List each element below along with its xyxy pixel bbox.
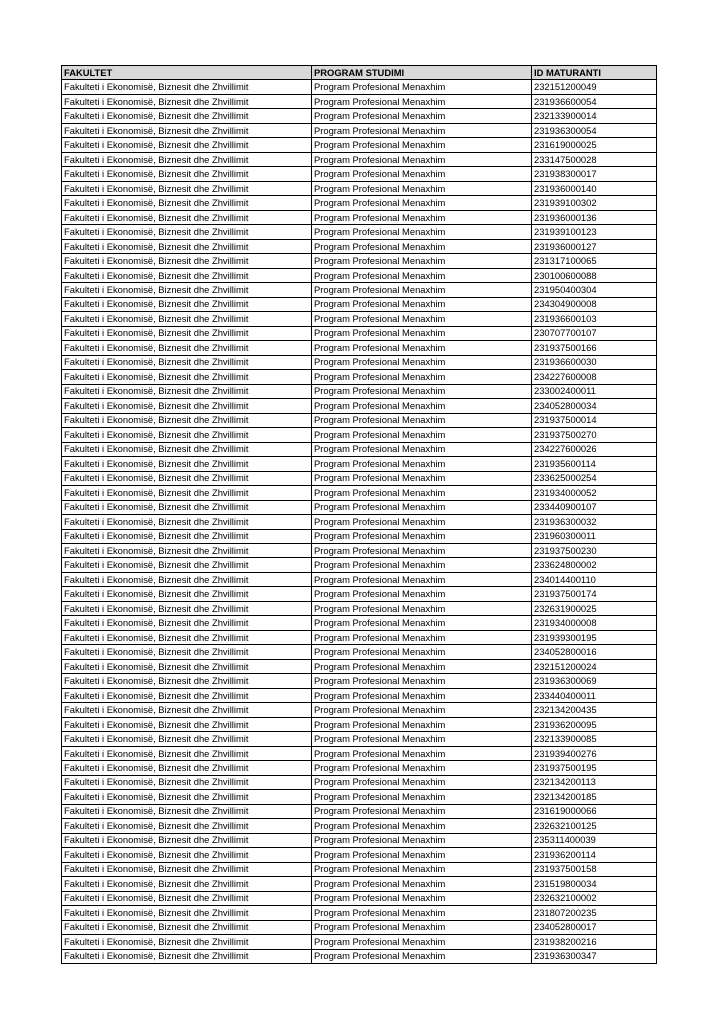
program-cell: Program Profesional Menaxhim	[312, 283, 532, 297]
program-cell: Program Profesional Menaxhim	[312, 877, 532, 891]
table-row	[62, 804, 657, 818]
student-id-cell: 233440900107	[532, 500, 657, 514]
student-id-cell: 231619000066	[532, 804, 657, 818]
table-row	[62, 123, 657, 137]
program-cell: Program Profesional Menaxhim	[312, 442, 532, 456]
student-id-cell: 233624800002	[532, 558, 657, 572]
faculty-cell: Fakulteti i Ekonomisë, Biznesit dhe Zhvillimit	[62, 746, 312, 760]
table-row	[62, 920, 657, 934]
faculty-cell: Fakulteti i Ekonomisë, Biznesit dhe Zhvillimit	[62, 587, 312, 601]
faculty-cell: Fakulteti i Ekonomisë, Biznesit dhe Zhvillimit	[62, 775, 312, 789]
program-cell: Program Profesional Menaxhim	[312, 906, 532, 920]
faculty-cell: Fakulteti i Ekonomisë, Biznesit dhe Zhvillimit	[62, 717, 312, 731]
program-cell: Program Profesional Menaxhim	[312, 674, 532, 688]
table-row	[62, 630, 657, 644]
program-cell: Program Profesional Menaxhim	[312, 558, 532, 572]
table-row	[62, 486, 657, 500]
program-cell: Program Profesional Menaxhim	[312, 225, 532, 239]
student-id-cell: 231937500195	[532, 761, 657, 775]
student-id-cell: 231317100065	[532, 254, 657, 268]
program-cell: Program Profesional Menaxhim	[312, 94, 532, 108]
student-id-cell: 231935600114	[532, 457, 657, 471]
program-cell: Program Profesional Menaxhim	[312, 500, 532, 514]
faculty-cell: Fakulteti i Ekonomisë, Biznesit dhe Zhvillimit	[62, 906, 312, 920]
faculty-cell: Fakulteti i Ekonomisë, Biznesit dhe Zhvillimit	[62, 529, 312, 543]
table-row	[62, 210, 657, 224]
program-cell: Program Profesional Menaxhim	[312, 181, 532, 195]
program-cell: Program Profesional Menaxhim	[312, 920, 532, 934]
table-row	[62, 341, 657, 355]
student-id-cell: 232134200113	[532, 775, 657, 789]
faculty-cell: Fakulteti i Ekonomisë, Biznesit dhe Zhvillimit	[62, 572, 312, 586]
program-cell: Program Profesional Menaxhim	[312, 109, 532, 123]
program-cell: Program Profesional Menaxhim	[312, 326, 532, 340]
header-id-maturanti: ID MATURANTI	[532, 66, 657, 80]
table-row	[62, 283, 657, 297]
faculty-cell: Fakulteti i Ekonomisë, Biznesit dhe Zhvillimit	[62, 399, 312, 413]
faculty-cell: Fakulteti i Ekonomisë, Biznesit dhe Zhvillimit	[62, 659, 312, 673]
student-id-cell: 232151200049	[532, 80, 657, 94]
program-cell: Program Profesional Menaxhim	[312, 370, 532, 384]
student-id-cell: 232133900014	[532, 109, 657, 123]
program-cell: Program Profesional Menaxhim	[312, 732, 532, 746]
student-id-cell: 231936200095	[532, 717, 657, 731]
faculty-cell: Fakulteti i Ekonomisë, Biznesit dhe Zhvillimit	[62, 877, 312, 891]
program-cell: Program Profesional Menaxhim	[312, 399, 532, 413]
table-row	[62, 167, 657, 181]
student-id-cell: 231939100123	[532, 225, 657, 239]
table-row	[62, 500, 657, 514]
student-id-cell: 231937500230	[532, 543, 657, 557]
program-cell: Program Profesional Menaxhim	[312, 543, 532, 557]
faculty-cell: Fakulteti i Ekonomisë, Biznesit dhe Zhvillimit	[62, 384, 312, 398]
program-cell: Program Profesional Menaxhim	[312, 239, 532, 253]
table-row	[62, 674, 657, 688]
faculty-cell: Fakulteti i Ekonomisë, Biznesit dhe Zhvillimit	[62, 949, 312, 963]
student-id-cell: 231939400276	[532, 746, 657, 760]
table-row	[62, 428, 657, 442]
student-id-cell: 232134200435	[532, 703, 657, 717]
table-row	[62, 746, 657, 760]
student-list-table	[61, 65, 657, 964]
faculty-cell: Fakulteti i Ekonomisë, Biznesit dhe Zhvillimit	[62, 761, 312, 775]
program-cell: Program Profesional Menaxhim	[312, 428, 532, 442]
table-row	[62, 732, 657, 746]
student-id-cell: 231936300032	[532, 515, 657, 529]
faculty-cell: Fakulteti i Ekonomisë, Biznesit dhe Zhvillimit	[62, 558, 312, 572]
program-cell: Program Profesional Menaxhim	[312, 123, 532, 137]
faculty-cell: Fakulteti i Ekonomisë, Biznesit dhe Zhvillimit	[62, 326, 312, 340]
student-id-cell: 231937500270	[532, 428, 657, 442]
faculty-cell: Fakulteti i Ekonomisë, Biznesit dhe Zhvillimit	[62, 225, 312, 239]
table-header-row	[62, 66, 657, 80]
table-row	[62, 399, 657, 413]
faculty-cell: Fakulteti i Ekonomisë, Biznesit dhe Zhvillimit	[62, 630, 312, 644]
student-id-cell: 235311400039	[532, 833, 657, 847]
faculty-cell: Fakulteti i Ekonomisë, Biznesit dhe Zhvillimit	[62, 674, 312, 688]
program-cell: Program Profesional Menaxhim	[312, 717, 532, 731]
program-cell: Program Profesional Menaxhim	[312, 819, 532, 833]
student-id-cell: 234052800017	[532, 920, 657, 934]
table-row	[62, 717, 657, 731]
table-row	[62, 297, 657, 311]
student-id-cell: 231960300011	[532, 529, 657, 543]
faculty-cell: Fakulteti i Ekonomisë, Biznesit dhe Zhvillimit	[62, 152, 312, 166]
faculty-cell: Fakulteti i Ekonomisë, Biznesit dhe Zhvillimit	[62, 312, 312, 326]
table-row	[62, 688, 657, 702]
table-row	[62, 152, 657, 166]
table-row	[62, 370, 657, 384]
faculty-cell: Fakulteti i Ekonomisë, Biznesit dhe Zhvillimit	[62, 138, 312, 152]
student-id-cell: 232632100125	[532, 819, 657, 833]
program-cell: Program Profesional Menaxhim	[312, 268, 532, 282]
faculty-cell: Fakulteti i Ekonomisë, Biznesit dhe Zhvillimit	[62, 457, 312, 471]
faculty-cell: Fakulteti i Ekonomisë, Biznesit dhe Zhvillimit	[62, 109, 312, 123]
table-row	[62, 442, 657, 456]
student-id-cell: 231937500158	[532, 862, 657, 876]
student-id-cell: 231807200235	[532, 906, 657, 920]
student-id-cell: 231936000127	[532, 239, 657, 253]
student-id-cell: 231937500166	[532, 341, 657, 355]
student-id-cell: 231939300195	[532, 630, 657, 644]
program-cell: Program Profesional Menaxhim	[312, 152, 532, 166]
program-cell: Program Profesional Menaxhim	[312, 790, 532, 804]
faculty-cell: Fakulteti i Ekonomisë, Biznesit dhe Zhvillimit	[62, 196, 312, 210]
student-id-cell: 233002400011	[532, 384, 657, 398]
program-cell: Program Profesional Menaxhim	[312, 645, 532, 659]
student-id-cell: 232133900085	[532, 732, 657, 746]
table-row	[62, 326, 657, 340]
student-id-cell: 231950400304	[532, 283, 657, 297]
table-row	[62, 862, 657, 876]
student-id-cell: 231936600103	[532, 312, 657, 326]
table-row	[62, 572, 657, 586]
student-id-cell: 231938300017	[532, 167, 657, 181]
student-id-cell: 230100600088	[532, 268, 657, 282]
table-row	[62, 268, 657, 282]
program-cell: Program Profesional Menaxhim	[312, 384, 532, 398]
program-cell: Program Profesional Menaxhim	[312, 949, 532, 963]
faculty-cell: Fakulteti i Ekonomisë, Biznesit dhe Zhvillimit	[62, 123, 312, 137]
student-id-cell: 231937500014	[532, 413, 657, 427]
student-id-cell: 231936000140	[532, 181, 657, 195]
faculty-cell: Fakulteti i Ekonomisë, Biznesit dhe Zhvillimit	[62, 239, 312, 253]
program-cell: Program Profesional Menaxhim	[312, 254, 532, 268]
table-body	[62, 80, 657, 964]
program-cell: Program Profesional Menaxhim	[312, 862, 532, 876]
table-row	[62, 877, 657, 891]
faculty-cell: Fakulteti i Ekonomisë, Biznesit dhe Zhvillimit	[62, 515, 312, 529]
student-id-cell: 233440400011	[532, 688, 657, 702]
faculty-cell: Fakulteti i Ekonomisë, Biznesit dhe Zhvillimit	[62, 790, 312, 804]
faculty-cell: Fakulteti i Ekonomisë, Biznesit dhe Zhvillimit	[62, 688, 312, 702]
table-row	[62, 196, 657, 210]
table-row	[62, 949, 657, 963]
table-row	[62, 457, 657, 471]
faculty-cell: Fakulteti i Ekonomisë, Biznesit dhe Zhvillimit	[62, 442, 312, 456]
program-cell: Program Profesional Menaxhim	[312, 616, 532, 630]
program-cell: Program Profesional Menaxhim	[312, 471, 532, 485]
table-row	[62, 515, 657, 529]
faculty-cell: Fakulteti i Ekonomisë, Biznesit dhe Zhvillimit	[62, 645, 312, 659]
table-row	[62, 906, 657, 920]
faculty-cell: Fakulteti i Ekonomisë, Biznesit dhe Zhvillimit	[62, 268, 312, 282]
student-id-cell: 231519800034	[532, 877, 657, 891]
program-cell: Program Profesional Menaxhim	[312, 341, 532, 355]
faculty-cell: Fakulteti i Ekonomisë, Biznesit dhe Zhvillimit	[62, 355, 312, 369]
student-id-cell: 234227600026	[532, 442, 657, 456]
faculty-cell: Fakulteti i Ekonomisë, Biznesit dhe Zhvillimit	[62, 210, 312, 224]
student-id-cell: 231619000025	[532, 138, 657, 152]
table-row	[62, 848, 657, 862]
faculty-cell: Fakulteti i Ekonomisë, Biznesit dhe Zhvillimit	[62, 862, 312, 876]
program-cell: Program Profesional Menaxhim	[312, 775, 532, 789]
faculty-cell: Fakulteti i Ekonomisë, Biznesit dhe Zhvillimit	[62, 181, 312, 195]
faculty-cell: Fakulteti i Ekonomisë, Biznesit dhe Zhvillimit	[62, 370, 312, 384]
program-cell: Program Profesional Menaxhim	[312, 587, 532, 601]
program-cell: Program Profesional Menaxhim	[312, 529, 532, 543]
faculty-cell: Fakulteti i Ekonomisë, Biznesit dhe Zhvillimit	[62, 833, 312, 847]
table-row	[62, 225, 657, 239]
program-cell: Program Profesional Menaxhim	[312, 935, 532, 949]
table-row	[62, 94, 657, 108]
faculty-cell: Fakulteti i Ekonomisë, Biznesit dhe Zhvillimit	[62, 283, 312, 297]
program-cell: Program Profesional Menaxhim	[312, 804, 532, 818]
student-id-cell: 234304900008	[532, 297, 657, 311]
faculty-cell: Fakulteti i Ekonomisë, Biznesit dhe Zhvillimit	[62, 297, 312, 311]
student-id-cell: 232151200024	[532, 659, 657, 673]
student-id-cell: 232134200185	[532, 790, 657, 804]
table-row	[62, 529, 657, 543]
faculty-cell: Fakulteti i Ekonomisë, Biznesit dhe Zhvillimit	[62, 601, 312, 615]
student-id-cell: 231936300347	[532, 949, 657, 963]
student-id-cell: 231934000052	[532, 486, 657, 500]
faculty-cell: Fakulteti i Ekonomisë, Biznesit dhe Zhvillimit	[62, 935, 312, 949]
student-id-cell: 231936600054	[532, 94, 657, 108]
student-id-cell: 231937500174	[532, 587, 657, 601]
faculty-cell: Fakulteti i Ekonomisë, Biznesit dhe Zhvillimit	[62, 500, 312, 514]
table-row	[62, 645, 657, 659]
program-cell: Program Profesional Menaxhim	[312, 196, 532, 210]
faculty-cell: Fakulteti i Ekonomisë, Biznesit dhe Zhvillimit	[62, 428, 312, 442]
table-row	[62, 413, 657, 427]
table-row	[62, 775, 657, 789]
program-cell: Program Profesional Menaxhim	[312, 515, 532, 529]
program-cell: Program Profesional Menaxhim	[312, 601, 532, 615]
student-id-cell: 234052800016	[532, 645, 657, 659]
table-row	[62, 138, 657, 152]
program-cell: Program Profesional Menaxhim	[312, 355, 532, 369]
program-cell: Program Profesional Menaxhim	[312, 297, 532, 311]
program-cell: Program Profesional Menaxhim	[312, 457, 532, 471]
program-cell: Program Profesional Menaxhim	[312, 312, 532, 326]
table-row	[62, 384, 657, 398]
program-cell: Program Profesional Menaxhim	[312, 703, 532, 717]
header-fakultet: FAKULTET	[62, 66, 312, 80]
table-row	[62, 761, 657, 775]
faculty-cell: Fakulteti i Ekonomisë, Biznesit dhe Zhvillimit	[62, 471, 312, 485]
program-cell: Program Profesional Menaxhim	[312, 891, 532, 905]
program-cell: Program Profesional Menaxhim	[312, 413, 532, 427]
student-id-cell: 233625000254	[532, 471, 657, 485]
table-row	[62, 239, 657, 253]
student-id-cell: 231936000136	[532, 210, 657, 224]
faculty-cell: Fakulteti i Ekonomisë, Biznesit dhe Zhvillimit	[62, 920, 312, 934]
table-row	[62, 181, 657, 195]
student-id-cell: 234227600008	[532, 370, 657, 384]
student-id-cell: 231934000008	[532, 616, 657, 630]
student-id-cell: 232632100002	[532, 891, 657, 905]
student-id-cell: 231936300054	[532, 123, 657, 137]
header-program-studimi: PROGRAM STUDIMI	[312, 66, 532, 80]
table-row	[62, 891, 657, 905]
faculty-cell: Fakulteti i Ekonomisë, Biznesit dhe Zhvillimit	[62, 341, 312, 355]
faculty-cell: Fakulteti i Ekonomisë, Biznesit dhe Zhvillimit	[62, 804, 312, 818]
table-row	[62, 558, 657, 572]
student-id-cell: 231936300069	[532, 674, 657, 688]
faculty-cell: Fakulteti i Ekonomisë, Biznesit dhe Zhvillimit	[62, 413, 312, 427]
program-cell: Program Profesional Menaxhim	[312, 848, 532, 862]
faculty-cell: Fakulteti i Ekonomisë, Biznesit dhe Zhvillimit	[62, 80, 312, 94]
faculty-cell: Fakulteti i Ekonomisë, Biznesit dhe Zhvillimit	[62, 848, 312, 862]
table-row	[62, 819, 657, 833]
table-row	[62, 355, 657, 369]
table-row	[62, 471, 657, 485]
program-cell: Program Profesional Menaxhim	[312, 746, 532, 760]
table-row	[62, 254, 657, 268]
program-cell: Program Profesional Menaxhim	[312, 210, 532, 224]
faculty-cell: Fakulteti i Ekonomisë, Biznesit dhe Zhvillimit	[62, 486, 312, 500]
program-cell: Program Profesional Menaxhim	[312, 167, 532, 181]
table-row	[62, 935, 657, 949]
table-row	[62, 312, 657, 326]
program-cell: Program Profesional Menaxhim	[312, 688, 532, 702]
program-cell: Program Profesional Menaxhim	[312, 630, 532, 644]
table-row	[62, 587, 657, 601]
table-row	[62, 543, 657, 557]
faculty-cell: Fakulteti i Ekonomisë, Biznesit dhe Zhvillimit	[62, 543, 312, 557]
program-cell: Program Profesional Menaxhim	[312, 833, 532, 847]
program-cell: Program Profesional Menaxhim	[312, 80, 532, 94]
program-cell: Program Profesional Menaxhim	[312, 659, 532, 673]
student-id-cell: 231939100302	[532, 196, 657, 210]
table-row	[62, 601, 657, 615]
program-cell: Program Profesional Menaxhim	[312, 572, 532, 586]
faculty-cell: Fakulteti i Ekonomisë, Biznesit dhe Zhvillimit	[62, 94, 312, 108]
table-row	[62, 109, 657, 123]
table-row	[62, 703, 657, 717]
table-row	[62, 790, 657, 804]
student-id-cell: 233147500028	[532, 152, 657, 166]
program-cell: Program Profesional Menaxhim	[312, 138, 532, 152]
table-row	[62, 80, 657, 94]
student-id-cell: 234052800034	[532, 399, 657, 413]
student-id-cell: 230707700107	[532, 326, 657, 340]
faculty-cell: Fakulteti i Ekonomisë, Biznesit dhe Zhvillimit	[62, 819, 312, 833]
program-cell: Program Profesional Menaxhim	[312, 761, 532, 775]
faculty-cell: Fakulteti i Ekonomisë, Biznesit dhe Zhvillimit	[62, 254, 312, 268]
faculty-cell: Fakulteti i Ekonomisë, Biznesit dhe Zhvillimit	[62, 616, 312, 630]
student-id-cell: 232631900025	[532, 601, 657, 615]
faculty-cell: Fakulteti i Ekonomisë, Biznesit dhe Zhvillimit	[62, 703, 312, 717]
student-id-cell: 231936200114	[532, 848, 657, 862]
table-row	[62, 616, 657, 630]
faculty-cell: Fakulteti i Ekonomisë, Biznesit dhe Zhvillimit	[62, 167, 312, 181]
table-row	[62, 833, 657, 847]
student-id-cell: 234014400110	[532, 572, 657, 586]
student-id-cell: 231938200216	[532, 935, 657, 949]
faculty-cell: Fakulteti i Ekonomisë, Biznesit dhe Zhvillimit	[62, 891, 312, 905]
program-cell: Program Profesional Menaxhim	[312, 486, 532, 500]
table-row	[62, 659, 657, 673]
faculty-cell: Fakulteti i Ekonomisë, Biznesit dhe Zhvillimit	[62, 732, 312, 746]
student-id-cell: 231936600030	[532, 355, 657, 369]
